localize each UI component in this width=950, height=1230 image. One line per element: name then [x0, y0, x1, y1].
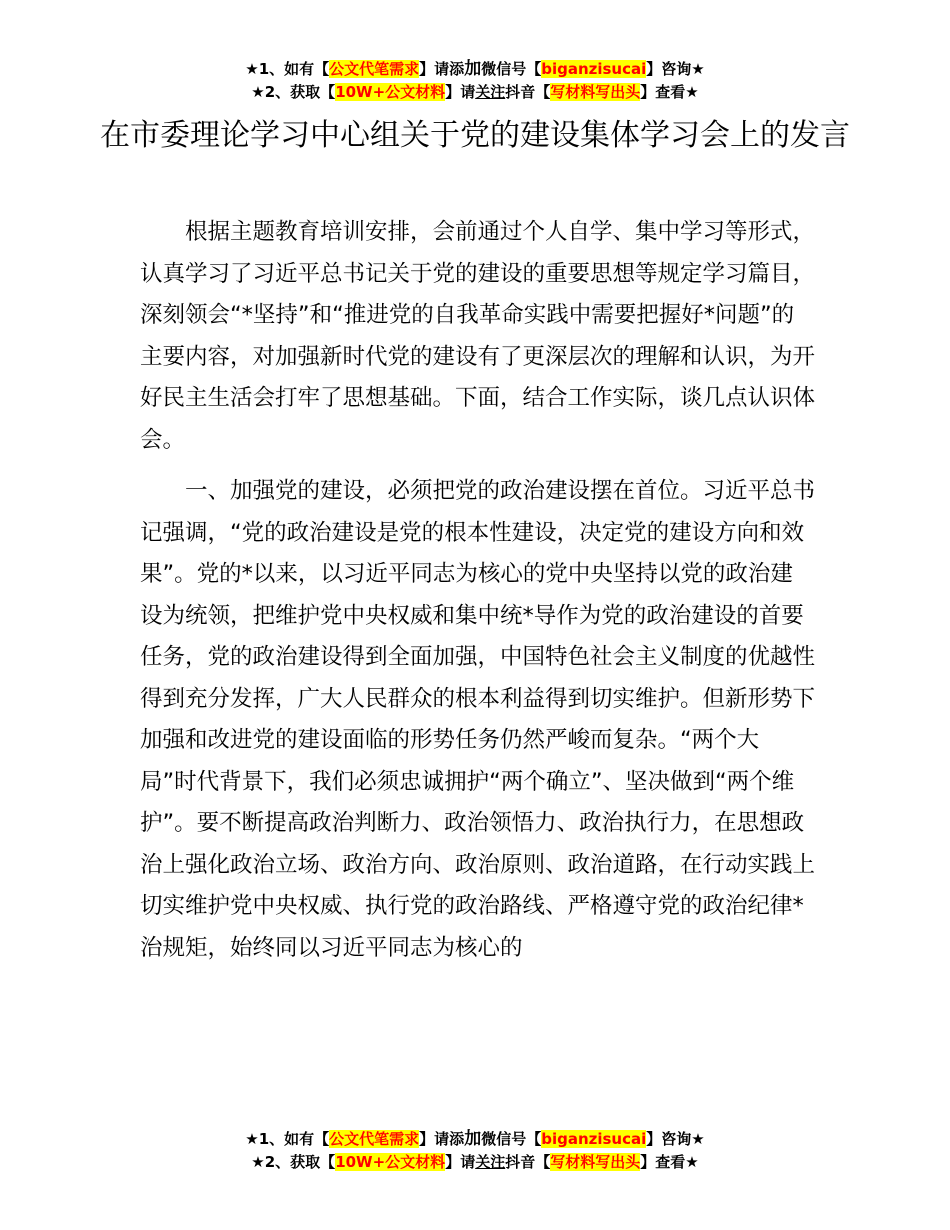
banner-text: 】请添	[419, 60, 465, 78]
banner-text: 】咨询★	[646, 1130, 705, 1148]
banner-text: 微信号【	[481, 1130, 542, 1148]
banner-text: 】请	[445, 83, 476, 101]
highlight-douyin: 写材料写出头	[550, 1153, 641, 1171]
banner-line-2	[0, 81, 950, 104]
banner-line-1	[0, 58, 950, 81]
highlight-materials: 10W+公文材料	[335, 1153, 446, 1171]
highlight-service: 公文代笔需求	[329, 60, 420, 78]
banner-line-1	[0, 1128, 950, 1151]
top-ad-banner	[0, 58, 950, 104]
banner-text: 】查看★	[640, 1153, 699, 1171]
banner-text: 关注	[475, 83, 506, 101]
document-title: 在市委理论学习中心组关于党的建设集体学习会上的发言	[100, 118, 850, 153]
banner-text: 】咨询★	[646, 60, 705, 78]
banner-text: ★1、如有【	[245, 60, 330, 78]
banner-text: 微信号【	[481, 60, 542, 78]
banner-text: ★2、获取【	[251, 1153, 336, 1171]
banner-text: 加	[464, 1129, 482, 1149]
banner-text: 加	[464, 59, 482, 79]
paragraph-intro: 根据主题教育培训安排，会前通过个人自学、集中学习等形式，认真学习了习近平总书记关于党的建设的重要思想等规定学习篇目，深刻领会“*坚持”和“推进党的自我革命实践中需要把握好*问题”的主要内容，对加强新时代党的建设有了更深层次的理解和认识，为开好民主生活会打牢了思想基础。下面，结合工作实际，谈几点认识体会。	[140, 219, 816, 453]
banner-line-2	[0, 1151, 950, 1174]
highlight-service: 公文代笔需求	[329, 1130, 420, 1148]
banner-text: 抖音【	[505, 1153, 551, 1171]
banner-text: 】查看★	[640, 83, 699, 101]
document-body	[140, 212, 815, 969]
banner-text: 】请	[445, 1153, 476, 1171]
highlight-douyin: 写材料写出头	[550, 83, 641, 101]
paragraph-section-1: 一、加强党的建设，必须把党的政治建设摆在首位。习近平总书记强调，“党的政治建设是党的根本性建设，决定党的建设方向和效果”。党的*以来，以习近平同志为核心的党中央坚持以党的政治建设为统领，把维护党中央权威和集中统*导作为党的政治建设的首要任务，党的政治建设得到全面加强，中国特色社会主义制度的优越性得到充分发挥，广大人民群众的根本利益得到切实维护。但新形势下加强和改进党的建设面临的形势任务仍然严峻而复杂。“两个大局”时代背景下，我们必须忠诚拥护“两个确立”、坚决做到“两个维护”。要不断提高政治判断力、政治领悟力、政治执行力，在思想政治上强化政治立场、政治方向、政治原则、政治道路，在行动实践上切实维护党中央权威、执行党的政治路线、严格遵守党的政治纪律*治规矩，始终同以习近平同志为核心的	[140, 478, 816, 961]
banner-text: 关注	[475, 1153, 506, 1171]
highlight-wechat-id: biganzisucai	[541, 1130, 647, 1148]
banner-text: 抖音【	[505, 83, 551, 101]
banner-text: 】请添	[419, 1130, 465, 1148]
highlight-materials: 10W+公文材料	[335, 83, 446, 101]
banner-text: ★1、如有【	[245, 1130, 330, 1148]
highlight-wechat-id: biganzisucai	[541, 60, 647, 78]
banner-text: ★2、获取【	[251, 83, 336, 101]
bottom-ad-banner	[0, 1128, 950, 1174]
